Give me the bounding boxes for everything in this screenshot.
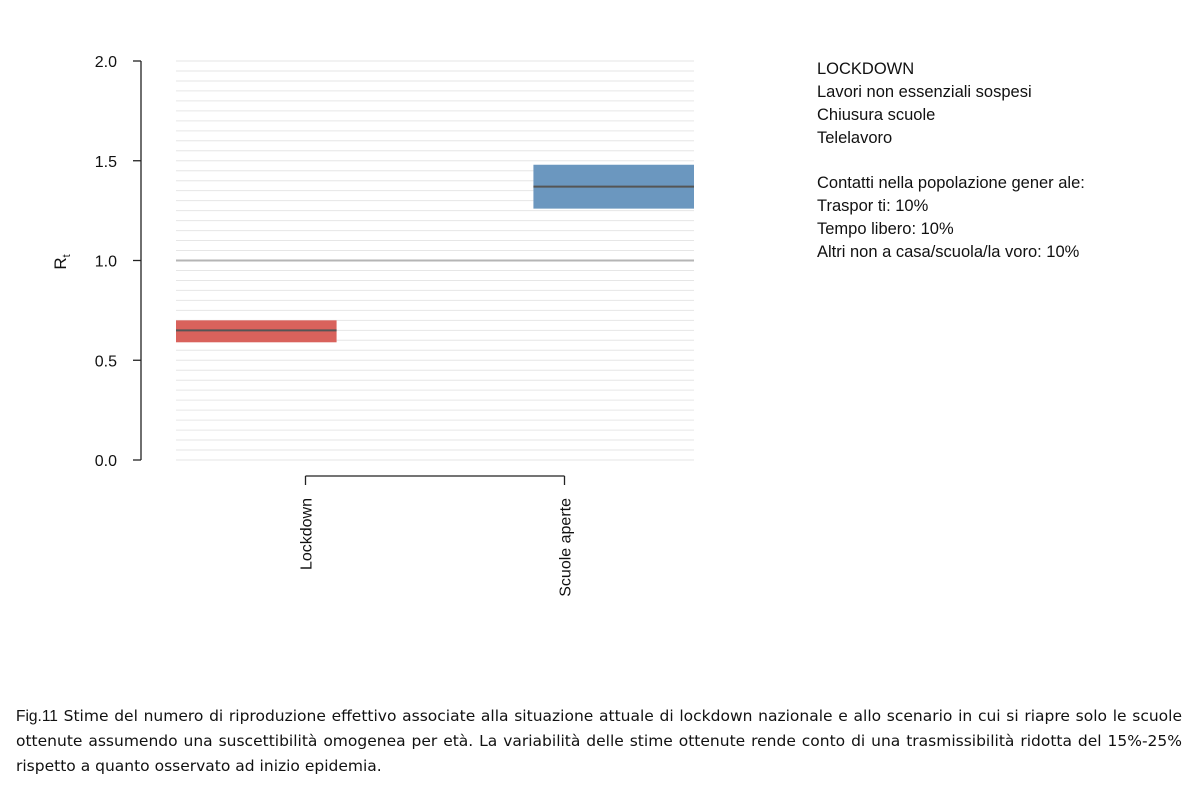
legend-line: Telelavoro — [817, 129, 893, 147]
legend-line: Altri non a casa/scuola/la voro: 10% — [817, 243, 1080, 261]
caption-label: Fig.11 — [16, 708, 58, 725]
legend-line: LOCKDOWN — [817, 60, 915, 78]
estimate-boxes — [176, 165, 694, 343]
x-tick-label: Scuole aperte — [557, 498, 575, 597]
legend-line: Tempo libero: 10% — [817, 220, 954, 238]
y-axis — [95, 54, 141, 470]
caption-text: Stime del numero di riproduzione effettivo associate alla situazione attuale di lockdown nazionale e allo scenario in cui si riapre solo le scuole ottenute assumendo una suscettibilità omogenea per età. La variabilità delle stime ottenute rende conto di una trasmissibilità ridotta del 15%-25% rispetto a quanto osservato ad inizio epidemia. — [16, 707, 1182, 775]
y-axis-title-sub: t — [61, 254, 73, 258]
y-tick-label: 0.5 — [94, 353, 117, 371]
y-tick-label: 1.5 — [94, 153, 117, 171]
y-axis-title-main: R — [51, 257, 70, 270]
x-axis — [299, 476, 575, 597]
legend-line: Contatti nella popolazione gener ale: — [817, 174, 1085, 192]
x-tick-label: Lockdown — [298, 498, 316, 571]
figure-caption — [16, 704, 1182, 779]
legend-line: Lavori non essenziali sospesi — [817, 83, 1032, 101]
y-tick-label: 2.0 — [94, 54, 117, 71]
y-tick-label: 1.0 — [94, 253, 117, 271]
legend-line: Traspor ti: 10% — [817, 197, 929, 215]
legend-line: Chiusura scuole — [817, 106, 936, 124]
y-tick-label: 0.0 — [94, 453, 117, 470]
scenario-legend — [817, 58, 1085, 264]
y-axis-title — [51, 254, 73, 269]
